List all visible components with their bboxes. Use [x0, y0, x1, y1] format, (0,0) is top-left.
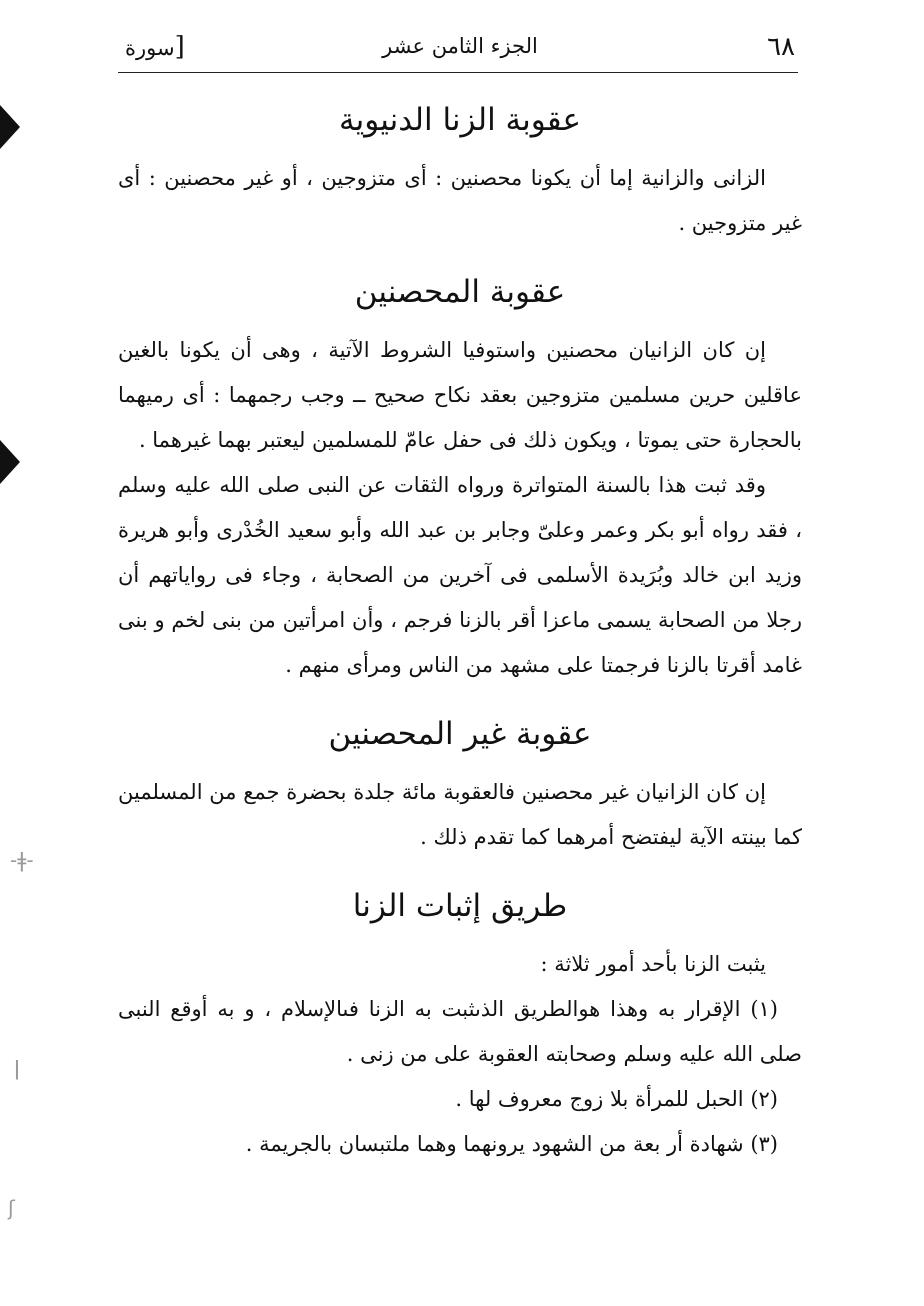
section-heading: عقوبة غير المحصنين [328, 716, 592, 752]
evidence-list [118, 987, 802, 1167]
scan-blot [0, 105, 20, 149]
section-heading: عقوبة الزنا الدنيوية [339, 102, 581, 138]
header-rule [118, 72, 798, 73]
page-number: ٦٨ [767, 32, 795, 62]
scan-mark: ǀ [14, 1056, 20, 1080]
running-header [125, 28, 795, 72]
paragraph: إن كان الزانيان غير محصنين فالعقوبة مائة جلدة بحضرة جمع من المسلمين كما بينته الآية ليفتضح أمرهما كما تقدم ذلك . [118, 780, 802, 849]
scan-mark: ʃ [8, 1196, 15, 1220]
list-item: (٢) الحبل للمرأة بلا زوج معروف لها . [455, 1087, 778, 1111]
bracket-glyph: [ [174, 32, 185, 62]
paragraph: إن كان الزانيان محصنين واستوفيا الشروط الآتية ، وهى أن يكونا بالغين عاقلين حرين مسلمين متزوجين بعقد نكاح صحيح ــ وجب رجمهما : أى رميهما بالحجارة حتى يموتا ، ويكون ذلك فى حفل عامّ للمسلمين ليعتبر بهما غيرهما . [118, 338, 802, 452]
paragraph: يثبت الزنا بأحد أمور ثلاثة : [540, 952, 766, 976]
list-item: (١) الإقرار به وهذا هوالطريق الذىثبت به الزنا فىالإسلام ، و به أوقع النبى صلى الله عليه وسلم وصحابته العقوبة على من زنى . [118, 997, 802, 1066]
paragraph: الزانى والزانية إما أن يكونا محصنين : أى متزوجين ، أو غير محصنين : أى غير متزوجين . [118, 166, 802, 235]
section-heading: طريق إثبات الزنا [352, 888, 568, 924]
surah-label [125, 34, 185, 60]
scan-blot [0, 440, 20, 484]
running-title: الجزء الثامن عشر [382, 34, 538, 58]
paragraph: وقد ثبت هذا بالسنة المتواترة ورواه الثقات عن النبى صلى الله عليه وسلم ، فقد رواه أبو بكر وعمر وعلىّ وجابر بن عبد الله وأبو سعيد الخُدْرى وأبو هريرة وزيد ابن خالد وبُرَيدة الأسلمى فى آخرين من الصحابة ، وجاء فى رواياتهم أن رجلا من الصحابة يسمى ماعزا أقر بالزنا فرجم ، وأن امرأتين من بنى لخم و بنى غامد أقرتا بالزنا فرجمتا على مشهد من الناس ومرأى منهم . [118, 473, 802, 677]
list-item: (٣) شهادة أر بعة من الشهود يرونهما وهما ملتبسان بالجريمة . [245, 1132, 778, 1156]
section-heading: عقوبة المحصنين [354, 274, 566, 310]
scan-mark: -ǂ- [10, 848, 34, 872]
surah-label-text: سورة [125, 36, 175, 60]
page-body [118, 92, 802, 1167]
